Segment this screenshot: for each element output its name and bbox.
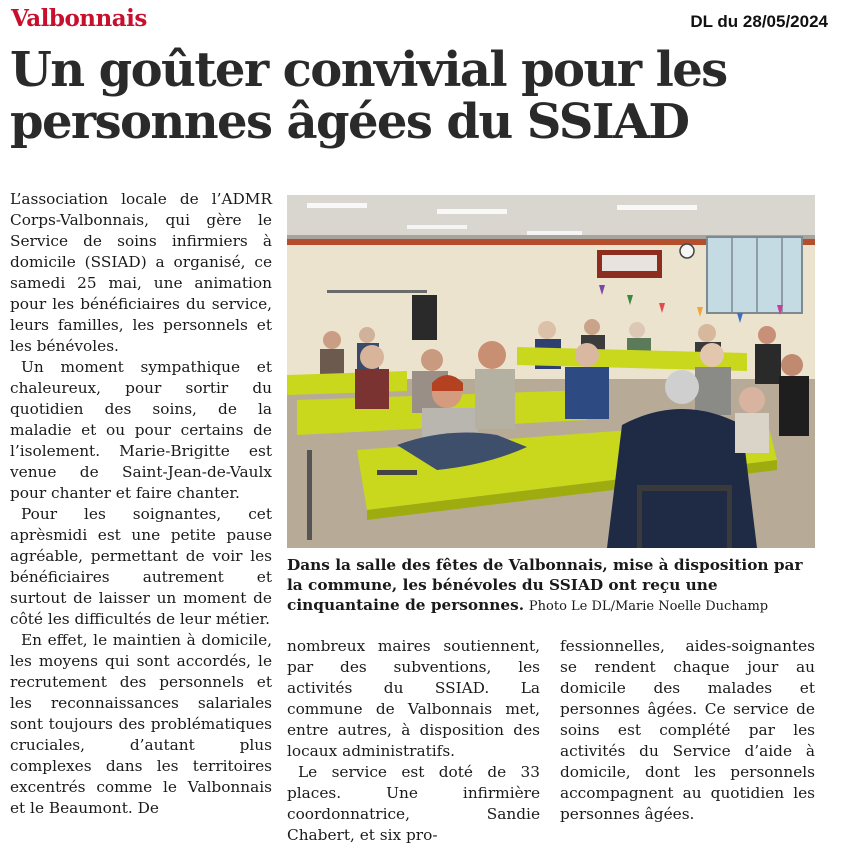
paragraph: Le service est doté de 33 places. Une infirmière coordonnatrice, Sandie Chabert, et six pro-: [287, 763, 540, 844]
paragraph: En effet, le maintien à domicile, les moyens qui sont accordés, le recrutement des personnels et les reconnaissances salariales sont toujours des problématiques cruciales, d’autant plus complexes dans les territoires excentrés comme le Valbonnais et le Beaumont. De: [10, 631, 272, 817]
section-kicker: Valbonnais: [11, 5, 147, 32]
caption-line-2: la commune, les bénévoles du SSIAD ont reçu une: [287, 576, 718, 594]
photo-credit: Photo Le DL/Marie Noelle Duchamp: [528, 599, 769, 614]
article-column-1: [10, 189, 272, 819]
article-photo: [287, 195, 815, 548]
photo-banquet-hall: [287, 195, 815, 548]
paragraph: Pour les soignantes, cet aprèsmidi est une petite pause agréable, permettant de voir les bénéficiaires autrement et surtout de laisser un moment de côté les difficultés de leur métier.: [10, 505, 272, 628]
paragraph: fessionnelles, aides-soignantes se rendent chaque jour au domicile des malades et personnes âgées. Ce service de soins est complété par les activités du Service d’aide à domicile, dont les personnels accompagnent au quotidien les personnes âgées.: [560, 637, 815, 823]
article-column-3: [560, 636, 815, 825]
article-column-2: [287, 636, 540, 846]
publication-source: DL du 28/05/2024: [690, 12, 828, 31]
paragraph: nombreux maires soutiennent, par des subventions, les activités du SSIAD. La commune de Valbonnais met, entre autres, à disposition des locaux administratifs.: [287, 637, 540, 760]
headline-line-2: personnes âgées du SSIAD: [10, 94, 689, 150]
headline-line-1: Un goûter convivial pour les: [10, 42, 727, 98]
caption-line-3: cinquantaine de personnes.: [287, 596, 525, 614]
caption-line-1: Dans la salle des fêtes de Valbonnais, mise à disposition par: [287, 556, 803, 574]
headline: [10, 44, 830, 148]
paragraph: Un moment sympathique et chaleureux, pour sortir du quotidien des soins, de la maladie et ou pour certains de l’isolement. Marie-Brigitte est venue de Saint-Jean-de-Vaulx pour chanter et faire chanter.: [10, 358, 272, 502]
photo-caption: [287, 555, 817, 617]
paragraph: L’association locale de l’ADMR Corps-Valbonnais, qui gère le Service de soins infirmiers à domicile (SSIAD) a organisé, ce samedi 25 mai, une animation pour les bénéficiaires du service, leurs familles, les personnels et les bénévoles.: [10, 190, 272, 355]
